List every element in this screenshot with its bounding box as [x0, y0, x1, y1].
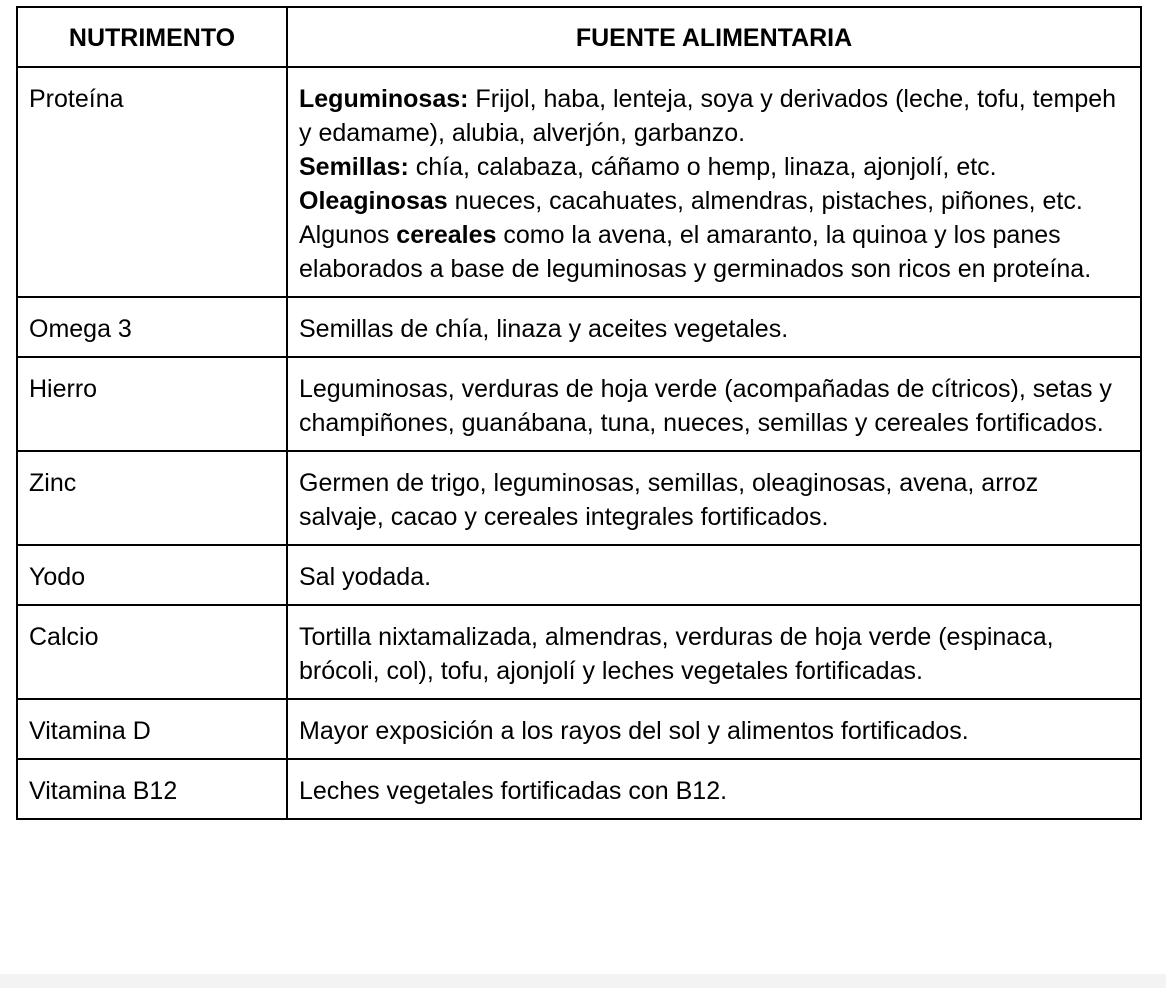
food-source-cell: Tortilla nixtamalizada, almendras, verduras de hoja verde (espinaca, brócoli, col), tofu, ajonjolí y leches vegetales fortificadas.: [287, 605, 1141, 699]
food-source-cell: Mayor exposición a los rayos del sol y alimentos fortificados.: [287, 699, 1141, 759]
legumes-label: Leguminosas:: [299, 85, 469, 113]
oilseeds-label: Oleaginosas: [299, 187, 448, 215]
nutrient-cell: Vitamina D: [17, 699, 287, 759]
table-row: [17, 699, 1141, 759]
seeds-paragraph: [299, 150, 1129, 184]
seeds-label: Semillas:: [299, 153, 409, 181]
legumes-text: Frijol, haba, lenteja, soya y derivados (leche, tofu, tempeh y edamame), alubia, alverjón, garbanzo.: [299, 85, 1117, 147]
food-source-cell: Leguminosas, verduras de hoja verde (acompañadas de cítricos), setas y champiñones, guanábana, tuna, nueces, semillas y cereales fortificados.: [287, 357, 1141, 451]
cereals-paragraph: [299, 218, 1129, 286]
nutrient-cell: Zinc: [17, 451, 287, 545]
nutrient-cell: Proteína: [17, 67, 287, 297]
food-source-cell: [287, 67, 1141, 297]
nutrient-cell: Omega 3: [17, 297, 287, 357]
food-source-cell: Sal yodada.: [287, 545, 1141, 605]
table-row: [17, 545, 1141, 605]
table-header-row: [17, 7, 1141, 67]
nutrient-cell: Calcio: [17, 605, 287, 699]
table-row: [17, 759, 1141, 819]
cereals-prefix: Algunos: [299, 221, 397, 249]
nutrient-table: [16, 6, 1142, 820]
table-row: [17, 67, 1141, 297]
header-nutrient: NUTRIMENTO: [17, 7, 287, 67]
legumes-paragraph: [299, 82, 1129, 150]
nutrient-cell: Vitamina B12: [17, 759, 287, 819]
cereals-text: como la avena, el amaranto, la quinoa y los panes elaborados a base de leguminosas y germinados son ricos en proteína.: [299, 221, 1092, 283]
nutrient-cell: Hierro: [17, 357, 287, 451]
cereals-label: cereales: [396, 221, 497, 249]
table-row: [17, 297, 1141, 357]
nutrient-cell: Yodo: [17, 545, 287, 605]
seeds-text: chía, calabaza, cáñamo o hemp, linaza, ajonjolí, etc.: [408, 153, 997, 181]
oilseeds-paragraph: [299, 184, 1129, 218]
page-bottom-band: [0, 974, 1166, 988]
food-source-cell: Germen de trigo, leguminosas, semillas, oleaginosas, avena, arroz salvaje, cacao y cereales integrales fortificados.: [287, 451, 1141, 545]
table-row: [17, 451, 1141, 545]
food-source-cell: Semillas de chía, linaza y aceites vegetales.: [287, 297, 1141, 357]
table-row: [17, 605, 1141, 699]
header-food-source: FUENTE ALIMENTARIA: [287, 7, 1141, 67]
oilseeds-text: nueces, cacahuates, almendras, pistaches, piñones, etc.: [447, 187, 1083, 215]
table-row: [17, 357, 1141, 451]
food-source-cell: Leches vegetales fortificadas con B12.: [287, 759, 1141, 819]
